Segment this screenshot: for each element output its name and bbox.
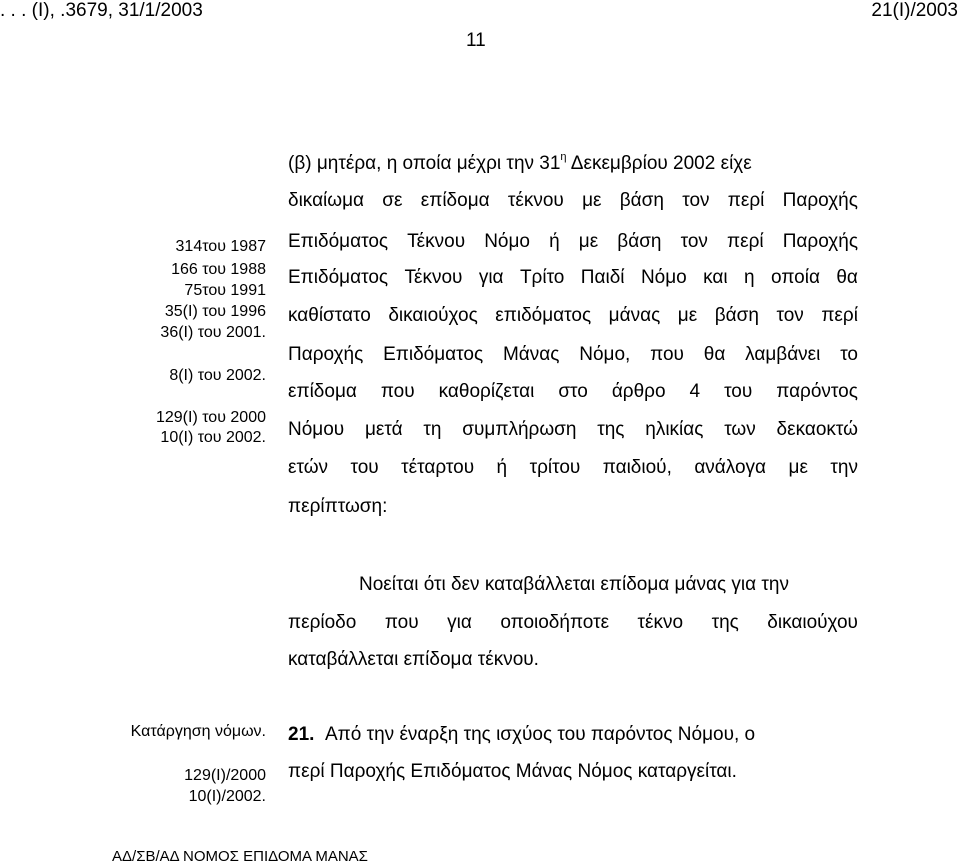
word: τέκνο <box>637 612 684 633</box>
word: Παροχής <box>782 190 858 211</box>
word: τρίτου <box>529 457 581 478</box>
body-line <box>288 419 858 441</box>
word: επίδομα <box>288 381 357 402</box>
word: μετά <box>364 419 403 440</box>
word: λαμβάνει <box>745 344 821 365</box>
header-left: . . . (I), .3679, 31/1/2003 <box>0 0 203 21</box>
margin-ref: 166 του 1988 <box>171 261 266 278</box>
word: της <box>597 419 625 440</box>
word: τον <box>682 190 710 211</box>
word: το <box>840 344 858 365</box>
word: θα <box>703 344 726 365</box>
body-line <box>288 190 858 212</box>
word: δικαίωμα <box>288 190 365 211</box>
word: που <box>380 381 415 402</box>
proviso-line: καταβάλλεται επίδομα τέκνου. <box>288 649 539 670</box>
word: που <box>650 344 684 365</box>
word: περίοδο <box>288 612 357 633</box>
margin-ref: 314του 1987 <box>175 238 266 255</box>
word: την <box>830 457 858 478</box>
header-right: 21(I)/2003 <box>871 0 958 21</box>
word: παιδιού, <box>602 457 672 478</box>
margin-ref: 75του 1991 <box>184 282 266 299</box>
superscript: η <box>560 151 567 163</box>
word: της <box>711 612 739 633</box>
word: των <box>724 419 756 440</box>
word: περί <box>821 305 858 326</box>
section-number: 21. <box>288 724 315 745</box>
word: Τέκνου <box>404 267 463 288</box>
word: ή <box>549 231 560 252</box>
proviso-line <box>288 612 858 634</box>
word: δεκαοκτώ <box>776 419 858 440</box>
word: για <box>478 267 504 288</box>
word: με <box>578 231 599 252</box>
page-number: 11 <box>466 30 486 51</box>
body-line <box>288 381 858 403</box>
word: 4 <box>689 381 701 402</box>
margin-ref: 129(Ι) του 2000 <box>155 409 266 426</box>
body-line <box>288 457 858 479</box>
section-text: Από την έναρξη της ισχύος του παρόντος Νόμου, ο <box>324 724 756 745</box>
body-line <box>288 231 858 253</box>
word: που <box>384 612 419 633</box>
word: Παροχής <box>782 231 858 252</box>
word: Τρίτο <box>519 267 565 288</box>
word: τη <box>423 419 442 440</box>
word: Επιδόματος <box>288 231 389 252</box>
word: θα <box>836 267 858 288</box>
word: ηλικίας <box>645 419 704 440</box>
word: συμπλήρωση <box>462 419 577 440</box>
word: Επιδόματος <box>383 344 484 365</box>
word: Νόμου <box>288 419 345 440</box>
word: δικαιούχος <box>388 305 478 326</box>
para-b-first-line <box>288 153 858 175</box>
word: τον <box>680 231 708 252</box>
word: Νόμο <box>484 231 530 252</box>
word: επίδομα <box>420 190 490 211</box>
repeal-margin-ref: 10(I)/2002. <box>188 788 266 805</box>
word: καθίστατο <box>288 305 371 326</box>
word: σε <box>382 190 403 211</box>
word: Τέκνου <box>407 231 466 252</box>
word: με <box>788 457 808 478</box>
word: περί <box>727 190 765 211</box>
word: ετών <box>288 457 329 478</box>
word: βάση <box>619 190 664 211</box>
margin-ref: 36(Ι) του 2001. <box>160 324 266 341</box>
word: καθορίζεται <box>438 381 535 402</box>
margin-ref: 8(Ι) του 2002. <box>169 367 266 384</box>
word: και <box>703 267 728 288</box>
repeal-margin-ref: 129(I)/2000 <box>184 767 266 784</box>
word: Παροχής <box>288 344 364 365</box>
word: βάση <box>617 231 662 252</box>
body-line: περίπτωση: <box>288 496 388 517</box>
word: του <box>350 457 379 478</box>
section-21-line2: περί Παροχής Επιδόματος Μάνας Νόμος καταργείται. <box>288 761 737 782</box>
word: Μάνας <box>502 344 560 365</box>
proviso-line: Νοείται ότι δεν καταβάλλεται επίδομα μάνας για την <box>359 574 789 595</box>
footer-text: ΑΔ/ΣΒ/ΑΔ ΝΟΜΟΣ ΕΠΙΔΟΜΑ ΜΑΝΑΣ <box>112 848 368 865</box>
word: Νόμο, <box>579 344 631 365</box>
word: τον <box>776 305 804 326</box>
word: η <box>744 267 755 288</box>
word: επιδόματος <box>495 305 592 326</box>
section-21-line1 <box>288 724 755 746</box>
word: Νόμο <box>640 267 687 288</box>
word: στο <box>558 381 588 402</box>
word: του <box>724 381 753 402</box>
word: δικαιούχου <box>767 612 858 633</box>
word: οποιοδήποτε <box>500 612 610 633</box>
body-line <box>288 267 858 289</box>
body-line <box>288 344 858 366</box>
margin-ref: 10(Ι) του 2002. <box>160 429 266 446</box>
word: άρθρο <box>611 381 666 402</box>
repeal-margin-title: Κατάργηση νόμων. <box>130 723 266 740</box>
word: ή <box>496 457 508 478</box>
margin-ref: 35(Ι) του 1996 <box>164 303 266 320</box>
word: ανάλογα <box>694 457 767 478</box>
word: μάνας <box>608 305 661 326</box>
word: οποία <box>771 267 820 288</box>
word: παρόντος <box>776 381 858 402</box>
word: Παιδί <box>580 267 625 288</box>
word: περί <box>727 231 764 252</box>
word: με <box>677 305 698 326</box>
word: Επιδόματος <box>288 267 389 288</box>
body-line <box>288 305 858 327</box>
word: βάση <box>714 305 759 326</box>
word: για <box>447 612 472 633</box>
word: τέταρτου <box>401 457 475 478</box>
word: με <box>582 190 602 211</box>
para-b-text: (β) μητέρα, η οποία μέχρι την $31^\eta$ Δεκεμβρίου 2002 είχε <box>288 151 752 174</box>
word: τέκνου <box>507 190 564 211</box>
